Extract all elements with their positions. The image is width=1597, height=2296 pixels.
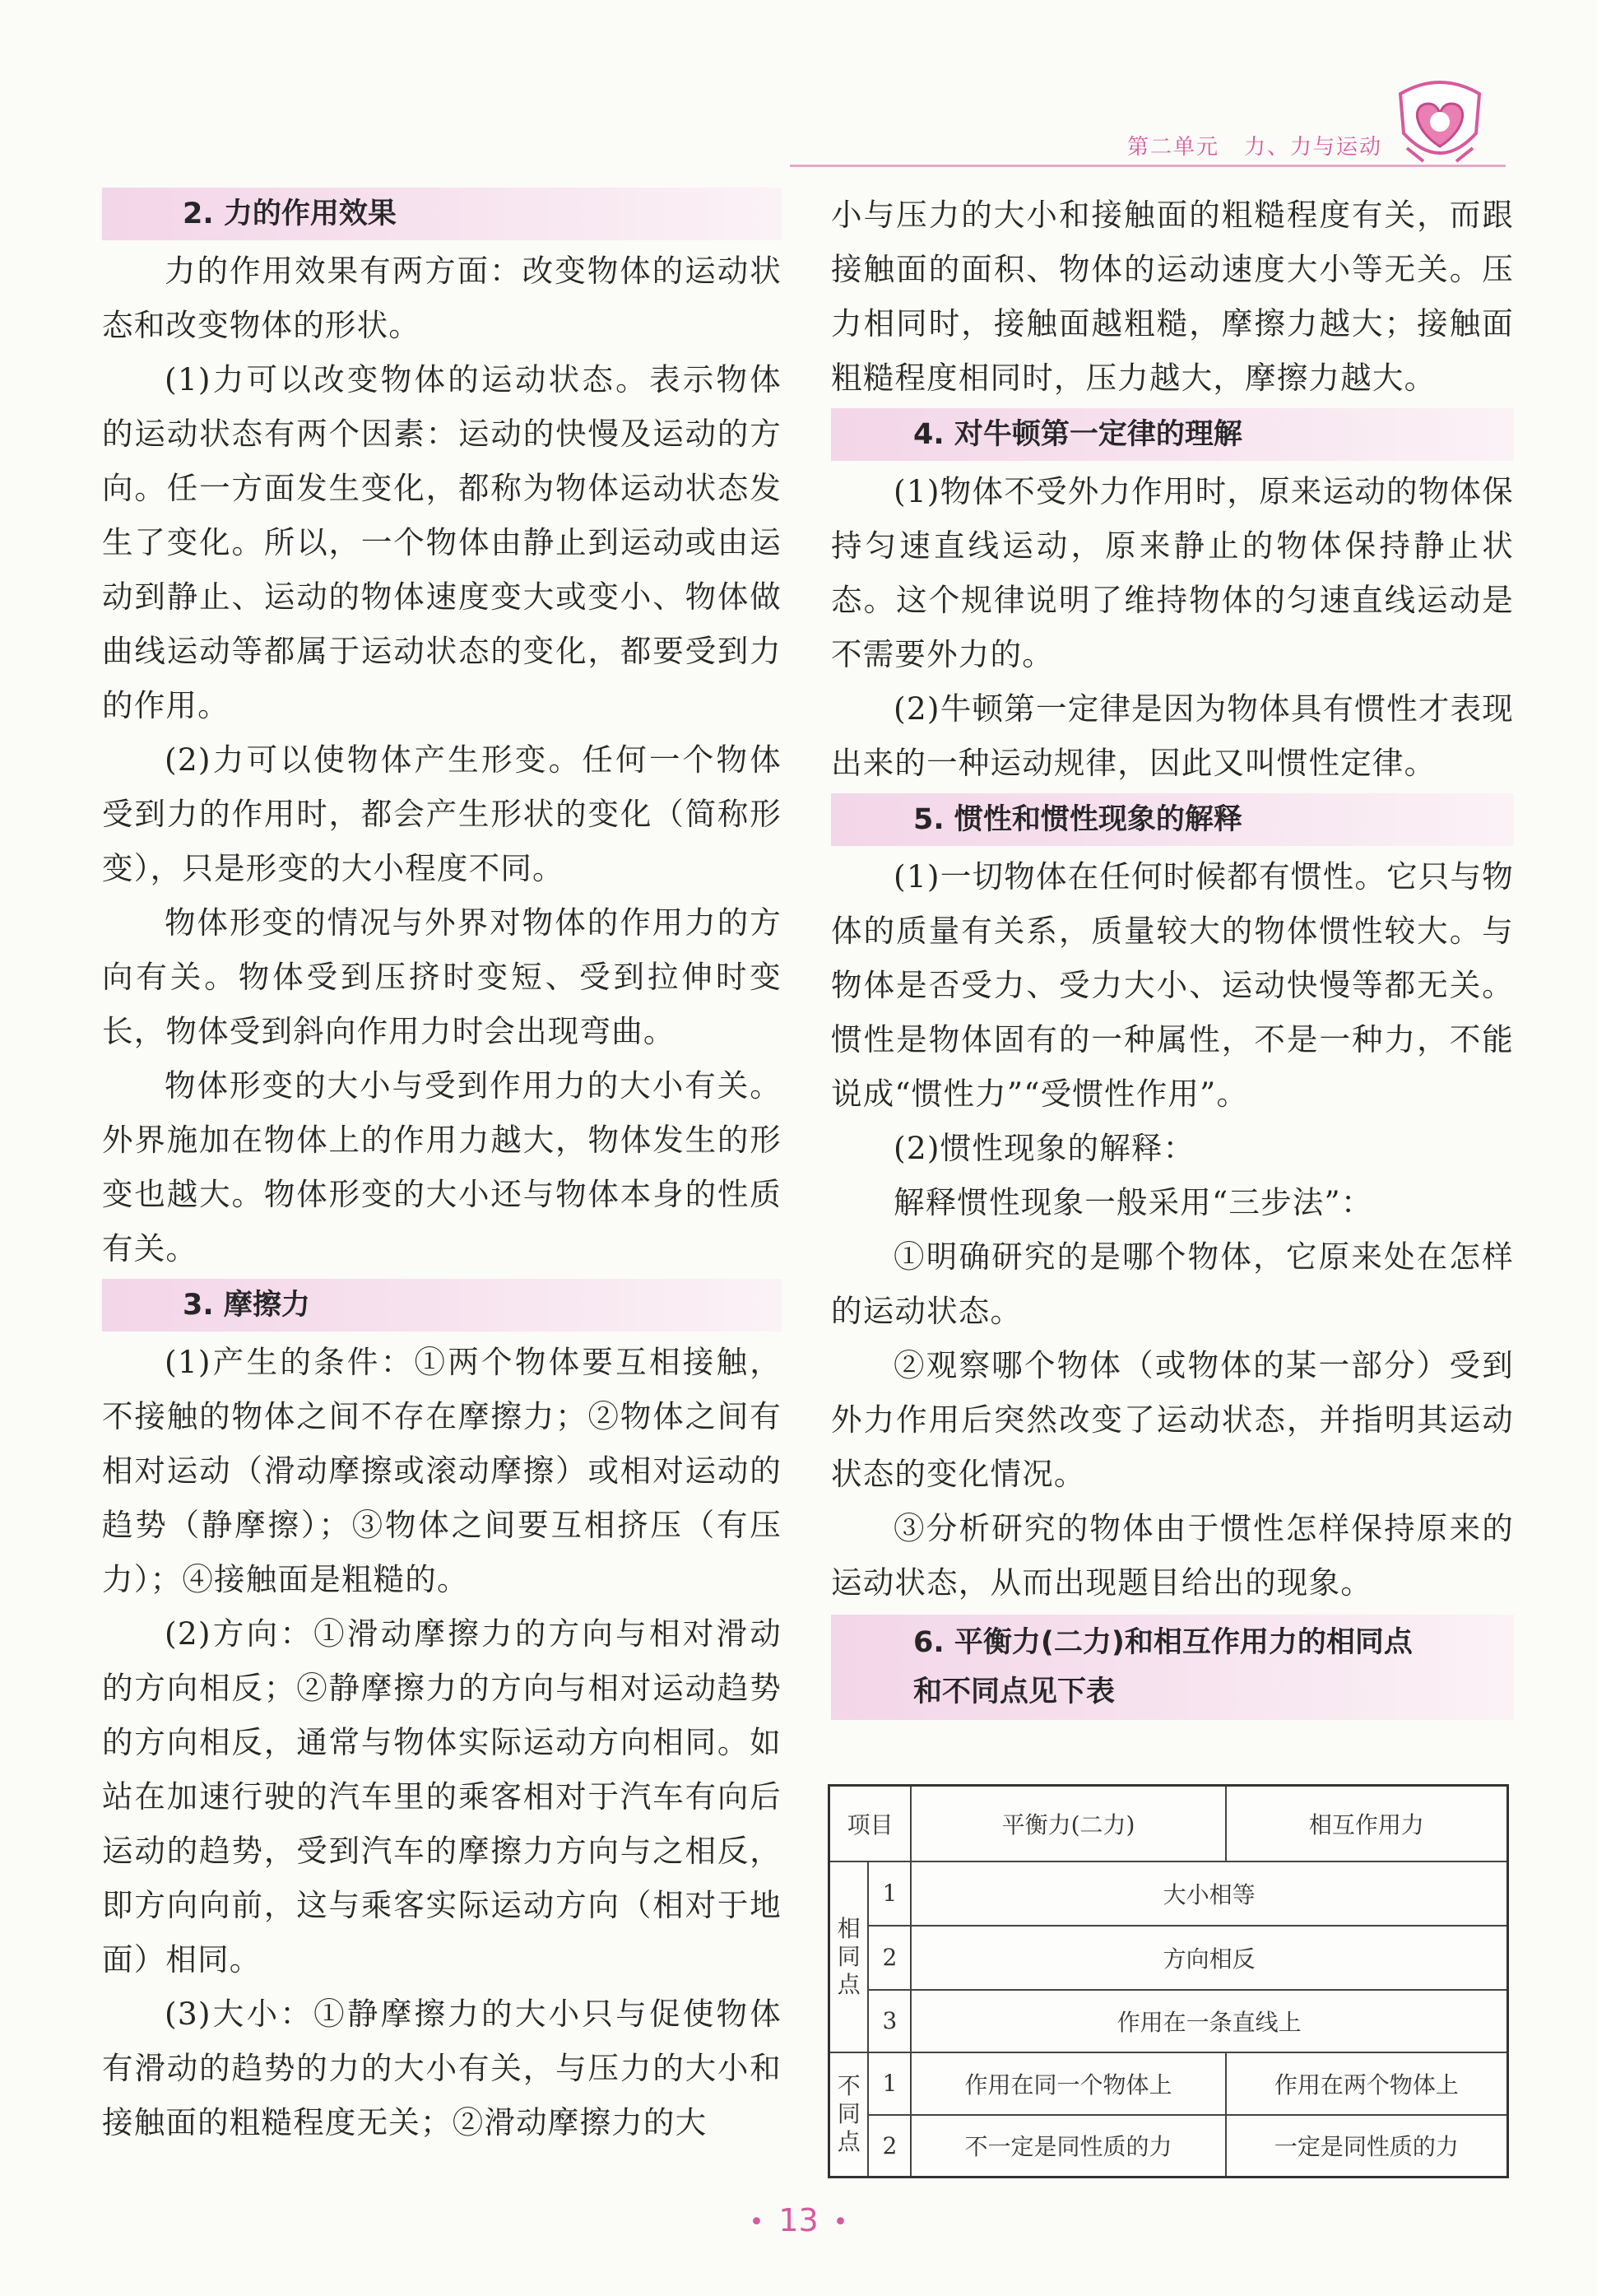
row-number: 1 [868,2052,911,2115]
paragraph: ③分析研究的物体由于惯性怎样保持原来的运动状态，从而出现题目给出的现象。 [831,1510,1514,1601]
row-number: 3 [868,1990,911,2052]
table-header-cell: 相互作用力 [1226,1786,1508,1861]
section-heading-force-comparison [831,1615,1514,1720]
right-column [831,188,1514,1723]
paragraph: (2)力可以使物体产生形变。任何一个物体受到力的作用时，都会产生形状的变化（简称形变），只是形变的大小程度不同。 [102,741,782,886]
table-header-cell: 项目 [829,1786,912,1861]
table-row [829,2052,1508,2115]
paragraph: (1)一切物体在任何时候都有惯性。它只与物体的质量有关系，质量较大的物体惯性较大。与物体是否受力、受力大小、运动快慢等都无关。惯性是物体固有的一种属性，不是一种力，不能说成“惯性力”“受惯性作用”。 [831,858,1514,1112]
table-row [829,2115,1508,2177]
table-cell: 作用在一条直线上 [911,1990,1507,2052]
unit-label: 第二单元 [1127,135,1220,160]
page-number-text: 13 [778,2202,819,2238]
table-header-cell: 平衡力(二力) [911,1786,1226,1861]
comparison-table [828,1784,1509,2178]
paragraph: (1)力可以改变物体的运动状态。表示物体的运动状态有两个因素：运动的快慢及运动的方向。任一方面发生变化，都称为物体运动状态发生了变化。所以，一个物体由静止到运动或由运动到静止、运动的物体速度变大或变小、物体做曲线运动等都属于运动状态的变化，都要受到力的作用。 [102,361,782,723]
vertical-label-text: 相同点 [837,1914,861,1998]
table-cell: 方向相反 [911,1926,1507,1990]
section-heading-newton-first-law: 4. 对牛顿第一定律的理解 [831,408,1514,461]
same-points-label [829,1861,869,2052]
heading-line: 6. 平衡力(二力)和相互作用力的相同点 [913,1626,1413,1659]
paragraph: 物体形变的大小与受到作用力的大小有关。外界施加在物体上的作用力越大，物体发生的形变也越大。物体形变的大小还与物体本身的性质有关。 [102,1067,782,1267]
table-cell: 作用在同一个物体上 [911,2052,1226,2115]
section-heading-force-effects: 2. 力的作用效果 [102,188,782,240]
section-heading-friction: 3. 摩擦力 [102,1279,782,1332]
paragraph: ①明确研究的是哪个物体，它原来处在怎样的运动状态。 [831,1239,1514,1329]
section-heading-inertia: 5. 惯性和惯性现象的解释 [831,793,1514,846]
row-number: 2 [868,1926,911,1990]
paragraph: (2)惯性现象的解释： [894,1130,1195,1166]
paragraph: 物体形变的情况与外界对物体的作用力的方向有关。物体受到压挤时变短、受到拉伸时变长，物体受到斜向作用力时会出现弯曲。 [102,904,782,1049]
paragraph: (2)方向：①滑动摩擦力的方向与相对滑动的方向相反；②静摩擦力的方向与相对运动趋势的方向相反，通常与物体实际运动方向相同。如站在加速行驶的汽车里的乘客相对于汽车有向后运动的趋势，受到汽车的摩擦力方向与之相反，即方向向前，这与乘客实际运动方向（相对于地面）相同。 [102,1615,782,1978]
table-row [829,1926,1508,1990]
row-number: 2 [868,2115,911,2177]
paragraph: ②观察哪个物体（或物体的某一部分）受到外力作用后突然改变了运动状态，并指明其运动状态的变化情况。 [831,1347,1514,1492]
different-points-label [829,2052,869,2177]
table-cell: 作用在两个物体上 [1226,2052,1508,2115]
table-cell: 一定是同性质的力 [1226,2115,1508,2177]
paragraph: (3)大小：①静摩擦力的大小只与促使物体有滑动的趋势的力的大小有关，与压力的大小和接触面的粗糙程度无关；②滑动摩擦力的大 [102,1996,782,2140]
paragraph: (2)牛顿第一定律是因为物体具有惯性才表现出来的一种运动规律，因此又叫惯性定律。 [831,690,1514,781]
table-cell: 大小相等 [911,1861,1507,1926]
page-number: • 13 • [749,2202,848,2238]
heading-line: 和不同点见下表 [913,1676,1116,1708]
paragraph: 解释惯性现象一般采用“三步法”： [894,1184,1373,1220]
row-number: 1 [868,1861,911,1926]
left-column [102,188,782,2150]
running-header [1127,130,1382,160]
table-row [829,1990,1508,2052]
unit-title: 力、力与运动 [1244,135,1383,160]
paragraph: (1)产生的条件：①两个物体要互相接触，不接触的物体之间不存在摩擦力；②物体之间有相对运动（滑动摩擦或滚动摩擦）或相对运动的趋势（静摩擦）；③物体之间要互相挤压（有压力）；④接触面是粗糙的。 [102,1344,782,1597]
paragraph: (1)物体不受外力作用时，原来运动的物体保持匀速直线运动，原来静止的物体保持静止状态。这个规律说明了维持物体的匀速直线运动是不需要外力的。 [831,473,1514,672]
heart-badge-icon [1390,76,1489,170]
table-header-row [829,1786,1508,1861]
paragraph: 力的作用效果有两方面：改变物体的运动状态和改变物体的形状。 [102,253,782,343]
vertical-label-text: 不同点 [837,2072,861,2156]
paragraph: 小与压力的大小和接触面的粗糙程度有关，而跟接触面的面积、物体的运动速度大小等无关。压力相同时，接触面越粗糙，摩擦力越大；接触面粗糙程度相同时，压力越大，摩擦力越大。 [831,197,1514,396]
table-cell: 不一定是同性质的力 [911,2115,1226,2177]
table-row [829,1861,1508,1926]
